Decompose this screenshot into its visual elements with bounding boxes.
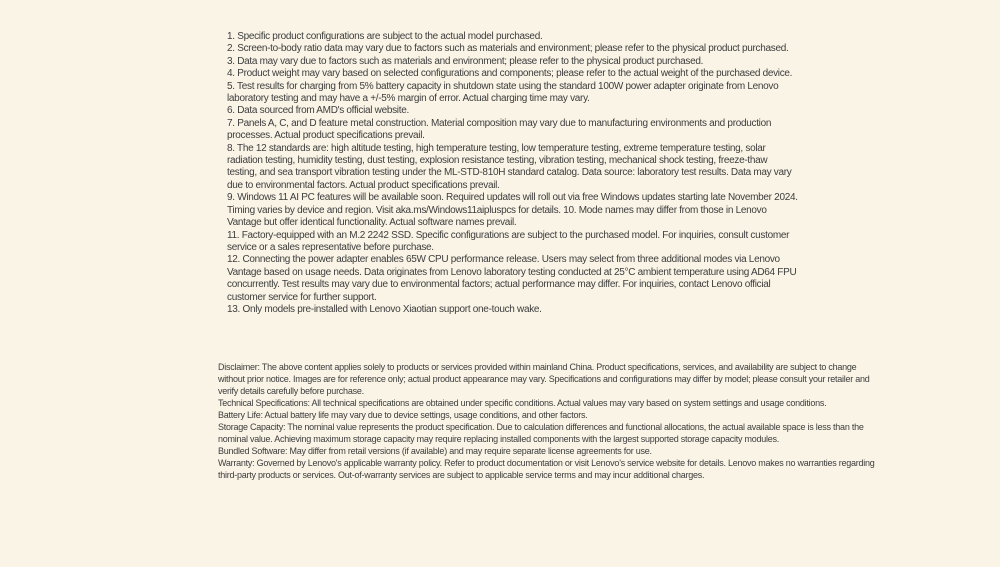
footnote-item: 5. Test results for charging from 5% battery capacity in shutdown state using the standard 100W power adapter originate from Lenovo laboratory testing and may have a +/-5% margin of error. Actual charging time may vary. — [227, 80, 779, 105]
footnotes-section — [227, 31, 799, 316]
disclaimer-section — [218, 361, 884, 481]
disclaimer-paragraph: Disclaimer: The above content applies solely to products or services provided within mainland China. Product specifications, services, and availability are subject to change without prior notice. Images are for reference only; actual product appearance may vary. Specifications and configurations may differ by model; please consult your retailer and verify details carefully before purchase. — [218, 362, 870, 396]
disclaimer-paragraph: Technical Specifications: All technical specifications are obtained under specific conditions. Actual values may vary based on system settings and usage conditions. — [218, 398, 827, 408]
disclaimer-paragraph: Storage Capacity: The nominal value represents the product specification. Due to calculation differences and functional allocations, the actual available space is less than the nominal value. Achieving maximum storage capacity may require replacing installed components with the largest supported storage capacity modules. — [218, 422, 864, 444]
footnote-item: 7. Panels A, C, and D feature metal construction. Material composition may vary due to manufacturing environments and production processes. Actual product specifications prevail. — [227, 117, 772, 142]
footnote-item: 1. Specific product configurations are subject to the actual model purchased. — [227, 31, 543, 42]
footnote-item: 4. Product weight may vary based on selected configurations and components; please refer to the actual weight of the purchased device. — [227, 68, 793, 80]
footnote-item: 8. The 12 standards are: high altitude testing, high temperature testing, low temperature testing, extreme temperature testing, solar radiation testing, humidity testing, dust testing, explosion resistance testing, vibration testing, mechanical shock testing, freeze-thaw testing, and sea transport vibration testing under the ML-STD-810H standard catalog. Data source: laboratory test results. Data may vary due to environmental factors. Actual product specifications prevail. — [227, 142, 792, 191]
disclaimer-paragraph: Bundled Software: May differ from retail versions (if available) and may require separate license agreements for use. — [218, 446, 652, 456]
footnote-item: 6. Data sourced from AMD's official website. — [227, 105, 409, 117]
footnote-item: 11. Factory-equipped with an M.2 2242 SSD. Specific configurations are subject to the purchased model. For inquiries, consult customer service or a sales representative before purchase. — [227, 229, 790, 253]
footnote-item: 13. Only models pre-installed with Lenovo Xiaotian support one-touch wake. — [227, 303, 542, 315]
disclaimer-paragraph: Battery Life: Actual battery life may vary due to device settings, usage conditions, and other factors. — [218, 410, 588, 420]
footnote-item: 2. Screen-to-body ratio data may vary due to factors such as materials and environment; please refer to the physical product purchased. — [227, 43, 789, 55]
footnote-item: 9. Windows 11 AI PC features will be available soon. Required updates will roll out via free Windows updates starting late November 2024. Timing varies by device and region. Visit aka.ms/Windows11aipluspcs for details. 10. Mode names may differ from those in Lenovo Vantage but offer identical functionality. Actual software names prevail. — [227, 192, 798, 229]
footnote-item: 3. Data may vary due to factors such as materials and environment; please refer to the physical product purchased. — [227, 55, 704, 67]
disclaimer-paragraph: Warranty: Governed by Lenovo's applicable warranty policy. Refer to product documentation or visit Lenovo's service website for details. Lenovo makes no warranties regarding third-party products or services. Out-of-warranty services are subject to applicable service terms and may incur additional charges. — [218, 458, 875, 480]
footnote-item: 12. Connecting the power adapter enables 65W CPU performance release. Users may select from three additional modes via Lenovo Vantage based on usage needs. Data originates from Lenovo laboratory testing conducted at 25°C ambient temperature using AD64 FPU concurrently. Test results may vary due to environmental factors; actual performance may differ. For inquiries, contact Lenovo official customer service for further support. — [227, 254, 797, 303]
